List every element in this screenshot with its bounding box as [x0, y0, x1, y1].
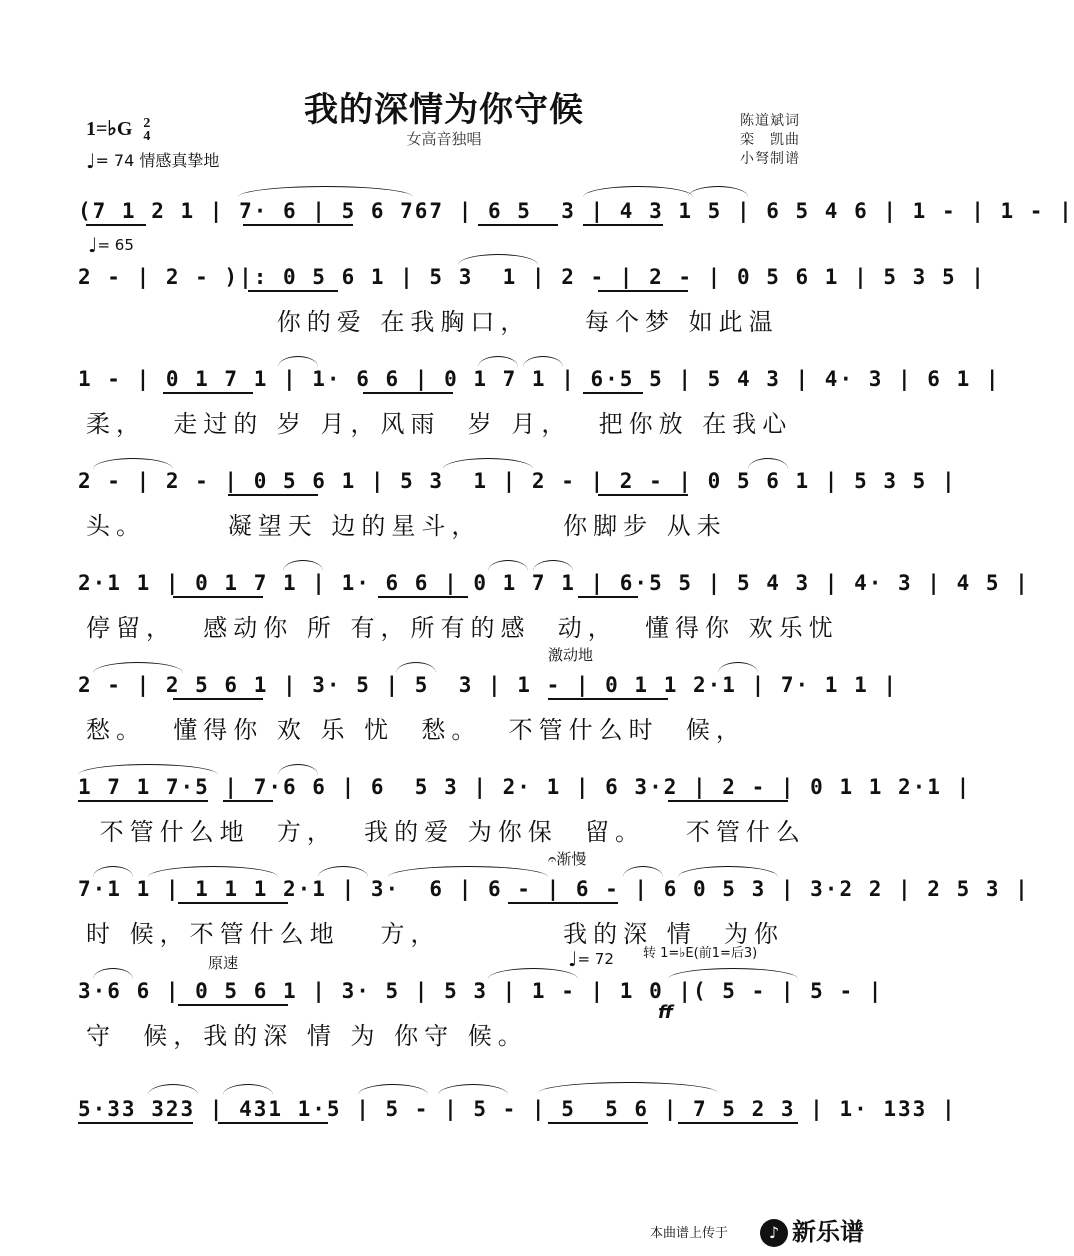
beam-underline: [598, 290, 688, 292]
slur: [283, 560, 323, 571]
slur: [223, 1084, 273, 1095]
tempo-change: [568, 947, 614, 971]
beam-underline: [228, 494, 318, 496]
notes-line: 1 7 1 7·5 | 7·6 6 | 6 5 3 | 2· 1 | 6 3·2 | 2 - | 0 1 1 2·1 |: [78, 775, 972, 799]
slur: [238, 186, 413, 197]
slur: [93, 866, 133, 877]
slur: [538, 1082, 718, 1093]
time-signature: [143, 117, 150, 143]
slur: [93, 968, 133, 979]
slur: [533, 560, 573, 571]
slur: [278, 356, 318, 367]
lyrics-line: 守 候，我的深 情 为 你守 候。: [86, 1022, 528, 1050]
meter-bottom: 4: [143, 129, 151, 145]
transcriber: 小弩制谱: [740, 151, 800, 167]
tempo-change-text: = 72: [577, 950, 614, 968]
quarter-note-icon: ♩: [88, 233, 98, 257]
beam-underline: [178, 1004, 288, 1006]
lyrics-line: 愁。 懂得你 欢 乐 忧 愁。 不管什么时 候，: [86, 716, 746, 744]
expression-mark: [548, 848, 586, 869]
tempo-marking: [86, 148, 219, 171]
expression-mark: 激动地: [548, 646, 594, 664]
lyrics-line: 不管什么地 方， 我的爱 为你保 留。 不管什么: [86, 818, 806, 846]
slur: [358, 1084, 428, 1095]
notes-line: 2 - | 2 5 6 1 | 3· 5 | 5 3 | 1 - | 0 1 1 2·1 | 7· 1 1 |: [78, 673, 899, 697]
beam-underline: [598, 494, 688, 496]
beam-underline: [173, 596, 263, 598]
slur: [718, 662, 758, 673]
composer: 栾 凯曲: [740, 132, 800, 148]
tempo-change-text: = 65: [97, 236, 134, 254]
logo-text: 新乐谱: [792, 1218, 864, 1246]
beam-underline: [583, 392, 643, 394]
slur: [93, 662, 183, 673]
key-change: 转 1=♭E(前1=后3): [643, 946, 758, 961]
beam-underline: [173, 698, 263, 700]
lyrics-line: 柔， 走过的 岁 月，风雨 岁 月， 把你放 在我心: [86, 410, 793, 438]
slur: [148, 1084, 198, 1095]
beam-underline: [578, 596, 638, 598]
slur: [443, 458, 533, 469]
slur: [78, 764, 218, 775]
slur: [458, 254, 538, 265]
beam-underline: [363, 392, 453, 394]
slur: [93, 458, 173, 469]
key-signature: [86, 116, 150, 143]
quarter-note-icon: ♩: [568, 947, 578, 971]
key-label: 1=♭G: [86, 118, 133, 140]
lyrics-line: 时 候，不管什么地 方， 我的深 情 为你: [86, 920, 785, 948]
notes-line: 2 - | 2 - )|: 0 5 6 1 | 5 3 1 | 2 - | 2 - | 0 5 6 1 | 5 3 5 |: [78, 265, 986, 289]
page-title: 我的深情为你守候: [304, 90, 584, 130]
beam-underline: [78, 1122, 193, 1124]
lyrics-line: 头。 凝望天 边的星斗， 你脚步 从未: [86, 512, 727, 540]
beam-underline: [78, 800, 208, 802]
slur: [688, 186, 748, 197]
slur: [388, 866, 548, 877]
lyricist: 陈道斌词: [740, 113, 800, 129]
slur: [478, 356, 518, 367]
lyrics-line: 停留， 感动你 所 有，所有的感 动， 懂得你 欢乐忧: [86, 614, 839, 642]
site-logo[interactable]: [760, 1212, 864, 1247]
music-disc-icon: ♪: [760, 1219, 788, 1247]
beam-underline: [248, 290, 338, 292]
beam-underline: [163, 392, 253, 394]
tempo-change: [88, 233, 134, 257]
slur: [623, 866, 663, 877]
notes-line: 2 - | 2 - | 0 5 6 1 | 5 3 1 | 2 - | 2 - | 0 5 6 1 | 5 3 5 |: [78, 469, 957, 493]
beam-underline: [668, 800, 788, 802]
slur: [488, 968, 578, 979]
lyrics-line: 你的爱 在我胸口， 每个梦 如此温: [86, 308, 779, 336]
beam-underline: [548, 698, 668, 700]
notes-line: 2·1 1 | 0 1 7 1 | 1· 6 6 | 0 1 7 1 | 6·5 5 | 5 4 3 | 4· 3 | 4 5 |: [78, 571, 1030, 595]
notes-line: 3·6 6 | 0 5 6 1 | 3· 5 | 5 3 | 1 - | 1 0 |( 5 - | 5 - |: [78, 979, 884, 1003]
beam-underline: [86, 224, 146, 226]
slur: [278, 764, 318, 775]
beam-underline: [478, 224, 558, 226]
slur: [678, 866, 778, 877]
notes-line: 7·1 1 | 1 1 1 2·1 | 3· 6 | 6 - | 6 - | 6 0 5 3 | 3·2 2 | 2 5 3 |: [78, 877, 1030, 901]
credits: [740, 112, 800, 169]
notes-line: (7 1 2 1 | 7· 6 | 5 6 767 | 6 5 3 | 4 3 1 5 | 6 5 4 6 | 1 - | 1 - |: [78, 199, 1074, 223]
beam-underline: [508, 902, 618, 904]
tempo-text: = 74 情感真挚地: [95, 151, 220, 170]
slur: [523, 356, 563, 367]
slur: [396, 662, 436, 673]
quarter-note-icon: ♩: [86, 149, 96, 173]
slur: [668, 968, 798, 979]
notes-line: 5·33 323 | 431 1·5 | 5 - | 5 - | 5 5 6 | 7 5 2 3 | 1· 133 |: [78, 1097, 957, 1121]
subtitle: 女高音独唱: [406, 130, 482, 148]
slur: [488, 560, 528, 571]
fermata-icon: 𝄐: [548, 850, 557, 868]
expression-text: 渐慢: [556, 850, 587, 868]
slur: [438, 1084, 508, 1095]
slur: [148, 866, 278, 877]
beam-underline: [223, 800, 273, 802]
beam-underline: [378, 596, 468, 598]
beam-underline: [548, 1122, 648, 1124]
beam-underline: [243, 224, 353, 226]
slur: [748, 458, 788, 469]
meter-top: 2: [143, 116, 151, 132]
beam-underline: [178, 902, 288, 904]
beam-underline: [678, 1122, 798, 1124]
dynamic-marking: ff: [658, 1002, 673, 1023]
upload-note: 本曲谱上传于: [650, 1226, 729, 1241]
beam-underline: [218, 1122, 328, 1124]
slur: [318, 866, 368, 877]
slur: [583, 186, 693, 197]
beam-underline: [583, 224, 663, 226]
notes-line: 1 - | 0 1 7 1 | 1· 6 6 | 0 1 7 1 | 6·5 5 | 5 4 3 | 4· 3 | 6 1 |: [78, 367, 1001, 391]
tempo-marking-original: 原速: [208, 954, 239, 972]
